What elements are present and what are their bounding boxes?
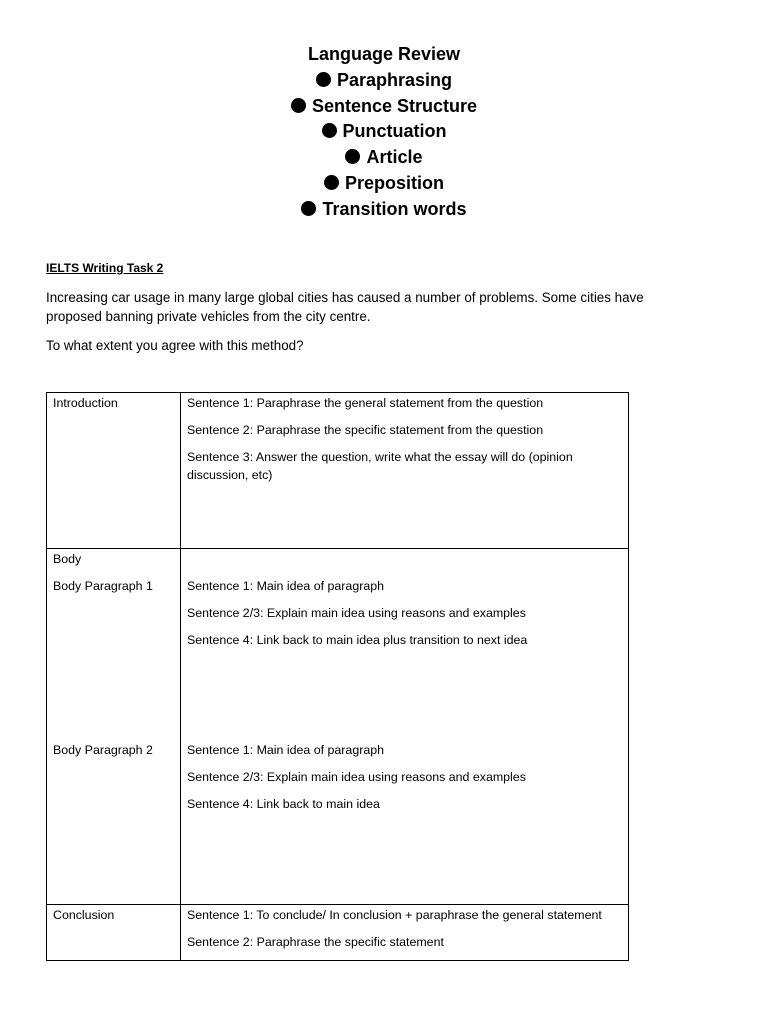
topic-item — [0, 119, 768, 145]
topic-label: Sentence Structure — [311, 95, 478, 116]
spacer — [187, 658, 624, 740]
essay-outline-table — [46, 392, 629, 961]
task-prompt: Increasing car usage in many large global cities has caused a number of problems. Some cities have proposed banning private vehicles from the city centre. — [46, 290, 644, 324]
topic-label: Transition words — [322, 198, 467, 219]
topic-label: Paraphrasing — [336, 69, 453, 90]
topic-item — [0, 171, 768, 197]
introduction-label: Introduction — [53, 396, 118, 410]
intro-sentence: Sentence 2: Paraphrase the specific statement from the question — [187, 423, 544, 437]
introduction-row — [47, 393, 629, 549]
conclusion-label: Conclusion — [53, 908, 115, 922]
body-label-cell — [47, 549, 181, 905]
conclusion-sentence: Sentence 2: Paraphrase the specific statement — [187, 935, 444, 949]
topic-label: Article — [366, 147, 423, 168]
topic-label: Preposition — [344, 172, 444, 193]
page-title: Language Review — [307, 44, 461, 64]
introduction-label-cell — [47, 393, 181, 549]
body-paragraph-1-label: Body Paragraph 1 — [53, 579, 153, 593]
body-content-cell — [181, 549, 629, 905]
body-label: Body — [53, 552, 82, 566]
bullet-icon — [316, 72, 331, 87]
bullet-icon — [324, 175, 339, 190]
introduction-content-cell — [181, 393, 629, 549]
body2-sentence: Sentence 1: Main idea of paragraph — [187, 743, 385, 757]
body1-sentence: Sentence 2/3: Explain main idea using reasons and examples — [187, 606, 526, 620]
bullet-icon — [322, 123, 337, 138]
bullet-icon — [301, 201, 316, 216]
task-question: To what extent you agree with this method? — [46, 338, 304, 353]
body1-sentence: Sentence 4: Link back to main idea plus transition to next idea — [187, 633, 528, 647]
spacer — [53, 604, 180, 740]
language-review-block — [0, 42, 768, 223]
intro-sentence: Sentence 3: Answer the question, write what the essay will do (opinion discussion, etc) — [187, 450, 573, 482]
body2-sentence: Sentence 2/3: Explain main idea using reasons and examples — [187, 770, 526, 784]
topic-label: Punctuation — [342, 121, 447, 142]
topic-item — [0, 197, 768, 223]
bullet-icon — [345, 149, 360, 164]
topic-item — [0, 94, 768, 120]
intro-sentence: Sentence 1: Paraphrase the general statement from the question — [187, 396, 544, 410]
body-paragraph-2-label: Body Paragraph 2 — [53, 743, 153, 757]
conclusion-label-cell — [47, 905, 181, 961]
conclusion-content-cell — [181, 905, 629, 961]
task-heading: IELTS Writing Task 2 — [46, 261, 164, 275]
body1-sentence: Sentence 1: Main idea of paragraph — [187, 579, 385, 593]
body-row — [47, 549, 629, 905]
conclusion-sentence: Sentence 1: To conclude/ In conclusion + paraphrase the general statement — [187, 908, 602, 922]
spacer — [187, 549, 624, 576]
bullet-icon — [291, 98, 306, 113]
topic-item — [0, 68, 768, 94]
body2-sentence: Sentence 4: Link back to main idea — [187, 797, 380, 811]
topic-item — [0, 145, 768, 171]
conclusion-row — [47, 905, 629, 961]
